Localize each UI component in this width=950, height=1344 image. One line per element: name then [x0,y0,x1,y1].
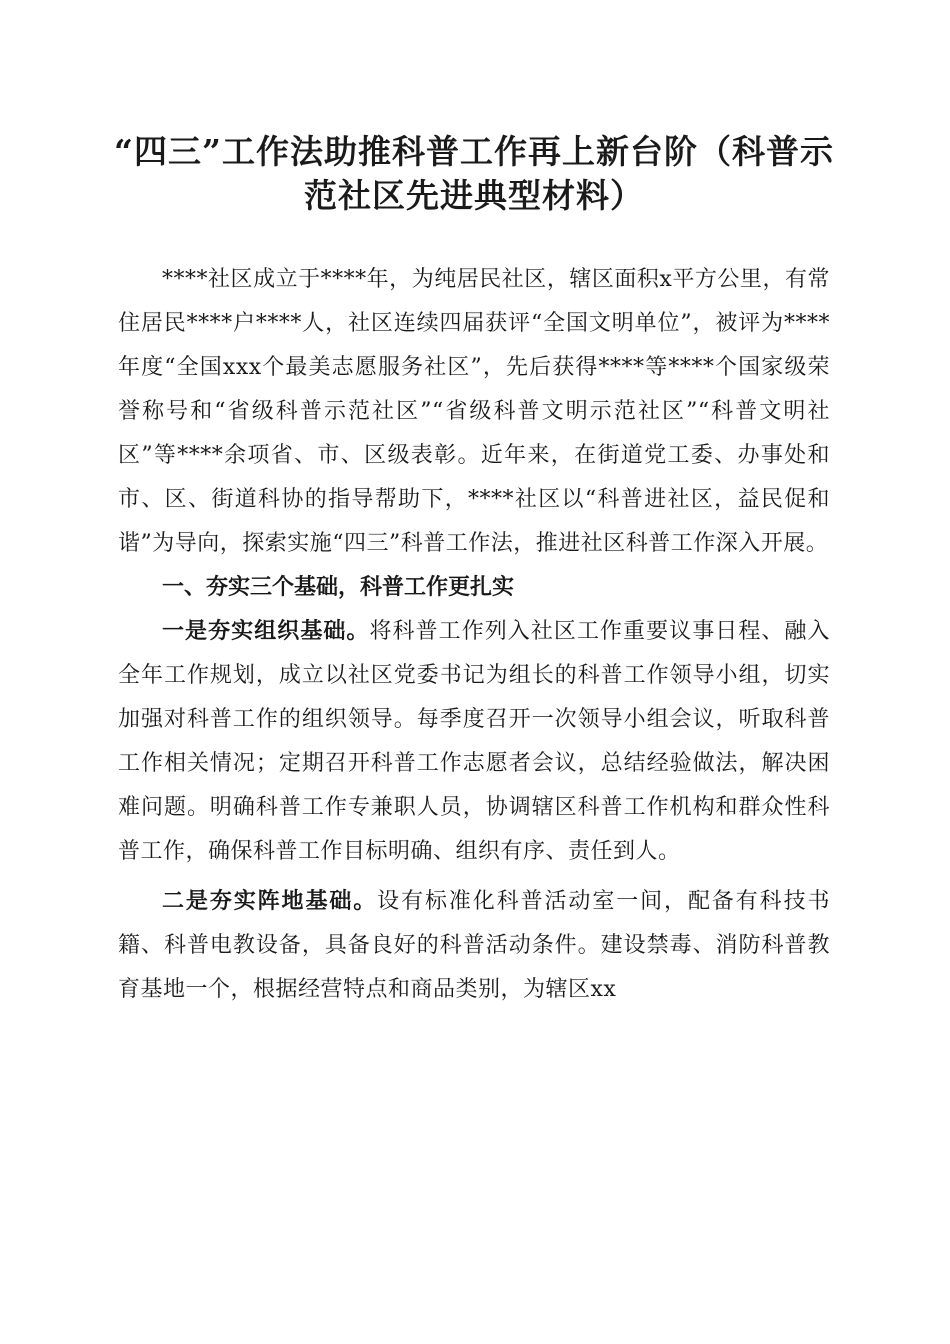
paragraph-lead: 二是夯实阵地基础。 [162,889,378,914]
section1-paragraph-1 [118,610,830,874]
section-heading-1: 一、夯实三个基础，科普工作更扎实 [162,575,515,600]
document-title: “四三”工作法助推科普工作再上新台阶（科普示范社区先进典型材料） [114,132,834,215]
paragraph-lead: 一是夯实组织基础。 [162,619,370,644]
document-page [114,130,834,1012]
paragraph-body: 设有标准化科普活动室一间，配备有科技书籍、科普电教设备，具备良好的科普活动条件。建设禁毒、消防科普教育基地一个，根据经营特点和商品类别，为辖区xx [118,889,830,1002]
section1-paragraph-2 [118,880,830,1012]
intro-paragraph: ****社区成立于****年，为纯居民社区，辖区面积x平方公里，有常住居民****户****人，社区连续四届获评“全国文明单位”，被评为****年度“全国xxx个最美志愿服务社区”，先后获得****等****个国家级荣誉称号和“省级科普示范社区”“省级科普文明示范社区”“科普文明社区”等****余项省、市、区级表彰。近年来，在街道党工委、办事处和市、区、街道科协的指导帮助下，****社区以“科普进社区，益民促和谐”为导向，探索实施“四三”科普工作法，推进社区科普工作深入开展。 [118,267,830,556]
paragraph-body: 将科普工作列入社区工作重要议事日程、融入全年工作规划，成立以社区党委书记为组长的科普工作领导小组，切实加强对科普工作的组织领导。每季度召开一次领导小组会议，听取科普工作相关情况；定期召开科普工作志愿者会议，总结经验做法，解决困难问题。明确科普工作专兼职人员，协调辖区科普工作机构和群众性科普工作，确保科普工作目标明确、组织有序、责任到人。 [118,619,830,864]
